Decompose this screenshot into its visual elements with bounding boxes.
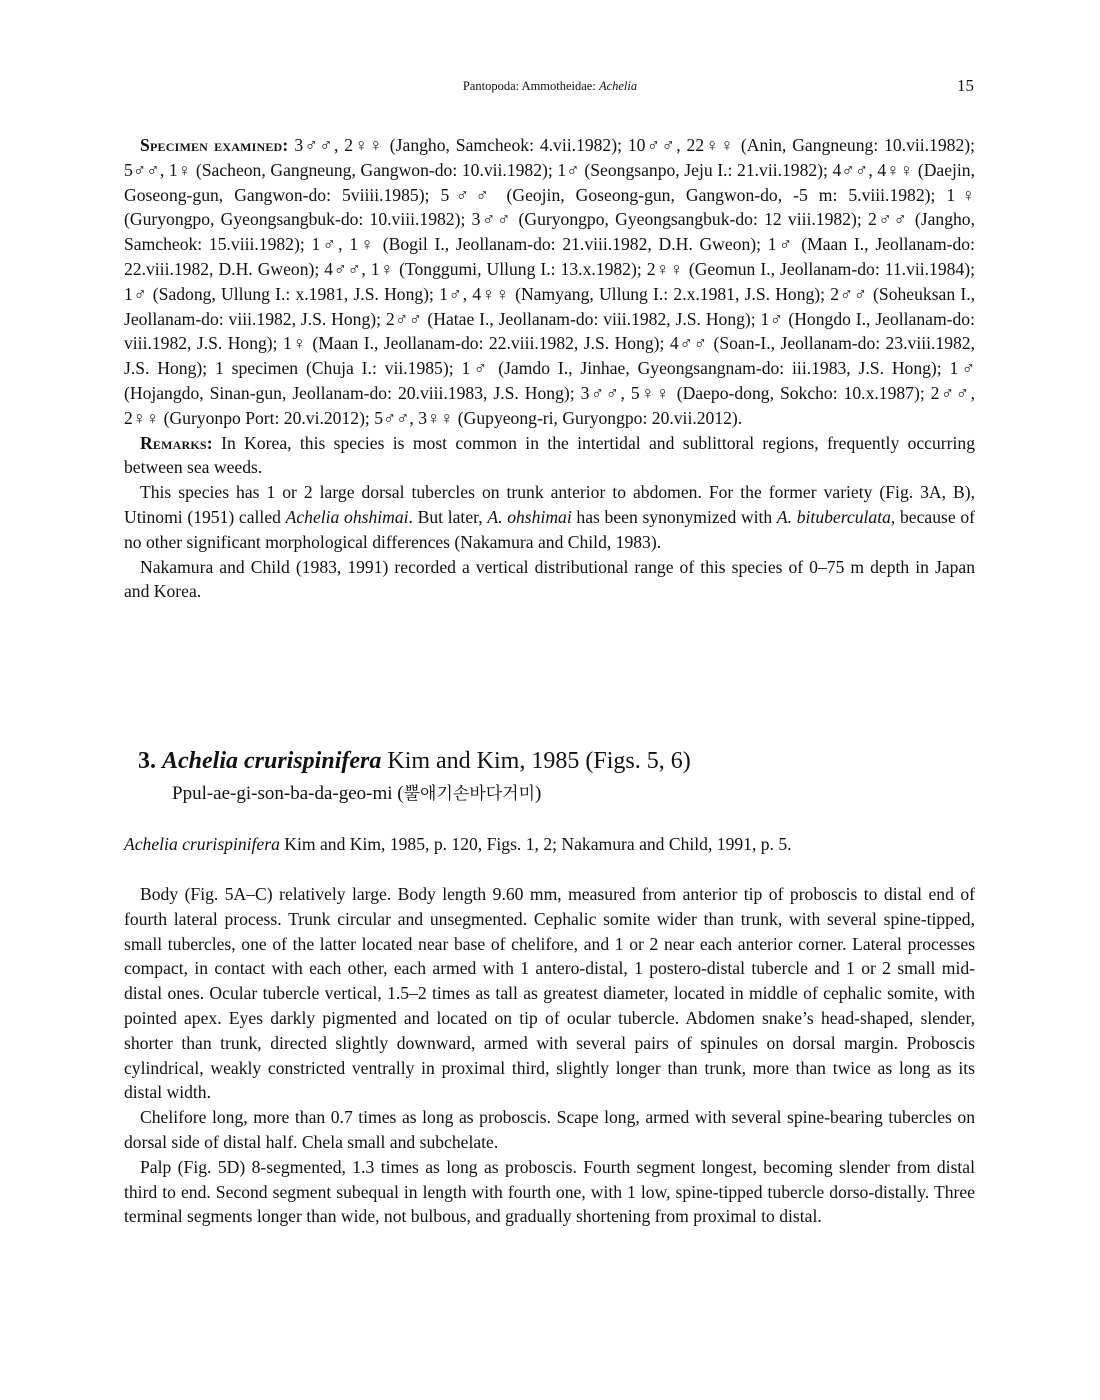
running-title	[0, 79, 1100, 94]
synonymy-line	[124, 832, 984, 856]
remarks-text-part: has been synonymized with	[571, 506, 777, 527]
remarks-label: Remarks:	[140, 432, 213, 453]
specimens-remarks-block	[124, 133, 975, 604]
species-name: Achelia ohshimai	[285, 506, 409, 527]
remarks-text-part: , because of no other significant morphological differences (Nakamura and Child, 1983).	[124, 506, 976, 552]
section-species: Achelia crurispinifera	[162, 748, 382, 774]
description-paragraph-palp: Palp (Fig. 5D) 8-segmented, 1.3 times as long as proboscis. Fourth segment longest, becoming slender from distal third to end. Second segment subequal in length with fourth one, with 1 low, spine-tipped tubercle dorso-distally. Three terminal segments longer than wide, not bulbous, and gradually shortening from proximal to distal.	[124, 1156, 975, 1227]
synonymy-text: Kim and Kim, 1985, p. 120, Figs. 1, 2; Nakamura and Child, 1991, p. 5.	[279, 834, 792, 854]
remarks-text: In Korea, this species is most common in the intertidal and sublittoral regions, frequently occurring between sea weeds.	[124, 432, 975, 478]
korean-name: 뿔애기손바다거미	[403, 784, 536, 804]
specimens-text: 3♂♂, 2♀♀ (Jangho, Samcheok: 4.vii.1982); 10♂♂, 22♀♀ (Anin, Gangneung: 10.vii.1982); 5♂♂, 1♀ (Sacheon, Gangneung, Gangwon-do: 10.vii.1982); 1♂ (Seongsanpo, Jeju I.: 21.vii.1982); 4♂♂, 4♀♀ (Daejin, Goseong-gun, Gangwon-do: 5viiii.1985); 5♂♂ (Geojin, Goseong-gun, Gangwon-do, -5 m: 5.viii.1982); 1♀ (Guryongpo, Gyeongsangbuk-do: 10.viii.1982); 3♂♂ (Guryongpo, Gyeongsangbuk-do: 12 viii.1982); 2♂♂ (Jangho, Samcheok: 15.viii.1982); 1♂, 1♀ (Bogil I., Jeollanam-do: 21.viii.1982, D.H. Gweon); 1♂ (Maan I., Jeollanam-do: 22.viii.1982, D.H. Gweon); 4♂♂, 1♀ (Tonggumi, Ullung I.: 13.x.1982); 2♀♀ (Geomun I., Jeollanam-do: 11.vii.1984); 1♂ (Sadong, Ullung I.: x.1981, J.S. Hong); 1♂, 4♀♀ (Namyang, Ullung I.: 2.x.1981, J.S. Hong); 2♂♂ (Soheuksan I., Jeollanam-do: viii.1982, J.S. Hong); 2♂♂ (Hatae I., Jeollanam-do: viii.1982, J.S. Hong); 1♂ (Hongdo I., Jeollanam-do: viii.1982, J.S. Hong); 1♀ (Maan I., Jeollanam-do: 22.viii.1982, J.S. Hong); 4♂♂ (Soan-I., Jeollanam-do: 23.viii.1982, J.S. Hong); 1 specimen (Chuja I.: vii.1985); 1♂ (Jamdo I., Jinhae, Gyeongsangnam-do: iii.1983, J.S. Hong); 1♂ (Hojangdo, Sinan-gun, Jeollanam-do: 20.viii.1983, J.S. Hong); 3♂♂, 5♀♀ (Daepo-dong, Sokcho: 10.x.1987); 2♂♂, 2♀♀ (Guryonpo Port: 20.vi.2012); 5♂♂, 3♀♀ (Gupyeong-ri, Guryongpo: 20.vii.2012).	[124, 135, 975, 428]
remarks-paragraph-3: Nakamura and Child (1983, 1991) recorded a vertical distributional range of this species of 0–75 m depth in Japan and Korea.	[124, 556, 975, 602]
species-name: A. bituberculata	[776, 506, 891, 527]
description-paragraph-body: Body (Fig. 5A–C) relatively large. Body length 9.60 mm, measured from anterior tip of proboscis to distal end of fourth lateral process. Trunk circular and unsegmented. Cephalic somite wider than trunk, with several spine-tipped, small tubercles, one of the latter located near base of chelifore, and 1 or 2 near each anterior corner. Lateral processes compact, in contact with each other, each armed with 1 antero-distal, 1 postero-distal tubercle and 1 or 2 small mid-distal ones. Ocular tubercle vertical, 1.5–2 times as tall as greatest diameter, located in middle of cephalic somite, with pointed apex. Eyes darkly pigmented and located on tip of ocular tubercle. Abdomen snake’s head-shaped, slender, shorter than trunk, directed slightly downward, armed with several pairs of spinules on dorsal margin. Proboscis cylindrical, weakly constricted ventrally in proximal third, slightly longer than trunk, more than twice as long as its distal width.	[124, 884, 975, 1103]
synonymy-species: Achelia crurispinifera	[124, 834, 280, 854]
remarks-text-part: . But later,	[408, 506, 488, 527]
specimens-examined-paragraph	[124, 133, 975, 431]
romanized-name: Ppul-ae-gi-son-ba-da-geo-mi	[172, 783, 393, 804]
section-title	[138, 745, 998, 777]
running-title-prefix: Pantopoda: Ammotheidae:	[462, 79, 599, 93]
remarks-paragraph-2	[124, 480, 975, 554]
description-paragraph-chelifore: Chelifore long, more than 0.7 times as long as proboscis. Scape long, armed with several spine-bearing tubercles on dorsal side of distal half. Chela small and subchelate.	[124, 1107, 975, 1152]
section-heading	[138, 745, 998, 808]
description-block	[124, 882, 975, 1229]
running-head	[0, 76, 1100, 96]
specimens-label: Specimen examined:	[140, 135, 289, 155]
section-number: 3.	[138, 748, 156, 774]
species-name: A. ohshimai	[487, 506, 572, 527]
running-title-genus: Achelia	[598, 79, 638, 93]
page-number: 15	[957, 76, 974, 95]
remarks-paragraph	[124, 431, 975, 481]
section-authority: Kim and Kim, 1985 (Figs. 5, 6)	[387, 748, 691, 774]
remarks-text-part: This species has 1 or 2 large dorsal tubercles on trunk anterior to abdomen. For the former variety (Fig. 3A, B), Utinomi (1951) called	[124, 482, 975, 527]
section-subtitle: Ppul-ae-gi-son-ba-da-geo-mi (뿔애기손바다거미)	[172, 783, 542, 804]
